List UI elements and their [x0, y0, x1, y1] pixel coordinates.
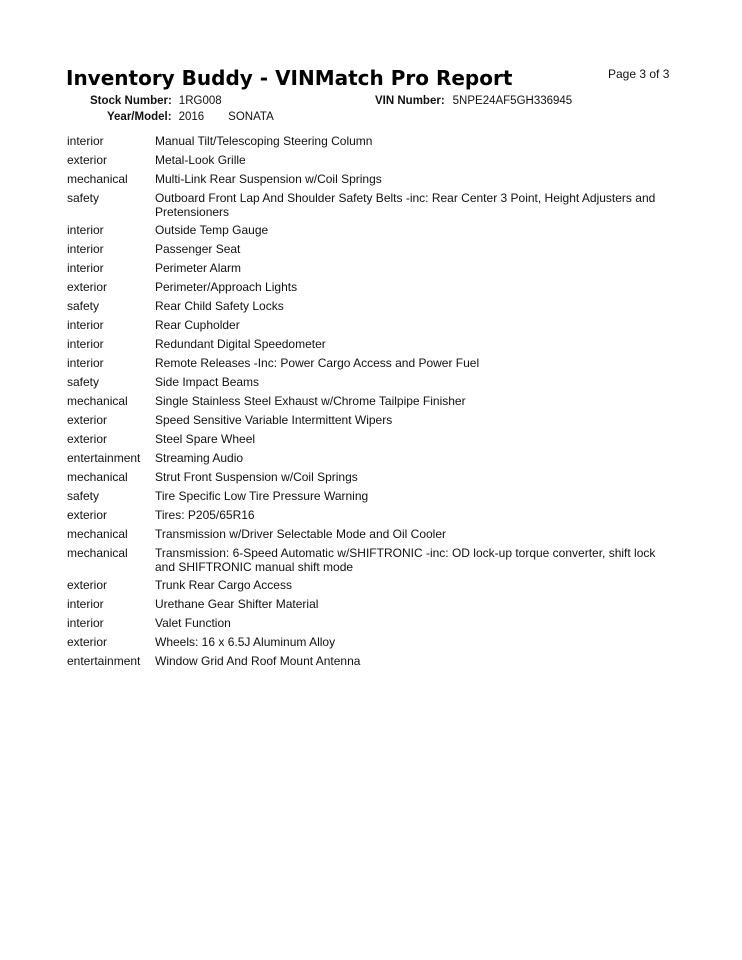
feature-description: Metal-Look Grille [155, 153, 246, 167]
feature-description: Tire Specific Low Tire Pressure Warning [155, 489, 369, 503]
feature-row [67, 451, 677, 465]
feature-description: Side Impact Beams [155, 375, 260, 389]
feature-description: Wheels: 16 x 6.5J Aluminum Alloy [155, 635, 336, 649]
feature-description: Urethane Gear Shifter Material [155, 597, 319, 611]
feature-category: interior [67, 223, 104, 237]
feature-category: exterior [67, 280, 108, 294]
feature-category: exterior [67, 635, 108, 649]
feature-category: exterior [67, 153, 108, 167]
feature-category: exterior [67, 432, 108, 446]
feature-category: safety [67, 375, 100, 389]
feature-category: entertainment [67, 654, 141, 668]
feature-category: interior [67, 356, 104, 370]
feature-row [67, 597, 677, 611]
feature-description: Passenger Seat [155, 242, 241, 256]
feature-description: Speed Sensitive Variable Intermittent Wipers [155, 413, 393, 427]
feature-row [67, 356, 677, 370]
feature-row [67, 299, 677, 313]
feature-category: entertainment [67, 451, 141, 465]
feature-row [67, 280, 677, 294]
feature-row [67, 191, 677, 219]
feature-description: Valet Function [155, 616, 231, 630]
vin-number-value: 5NPE24AF5GH336945 [452, 95, 573, 107]
feature-category: mechanical [67, 527, 128, 541]
feature-row [67, 546, 677, 574]
feature-category: mechanical [67, 546, 128, 560]
feature-row [67, 337, 677, 351]
feature-category: exterior [67, 508, 108, 522]
feature-row [67, 223, 677, 237]
feature-row [67, 489, 677, 503]
feature-category: safety [67, 299, 100, 313]
feature-row [67, 470, 677, 484]
feature-row [67, 527, 677, 541]
feature-category: safety [67, 489, 100, 503]
feature-category: safety [67, 191, 100, 205]
feature-row [67, 508, 677, 522]
feature-description: Strut Front Suspension w/Coil Springs [155, 470, 358, 484]
stock-number-value: 1RG008 [178, 95, 222, 107]
report-title: Inventory Buddy - VINMatch Pro Report [66, 66, 513, 90]
feature-description: Multi-Link Rear Suspension w/Coil Springs [155, 172, 382, 186]
feature-row [67, 616, 677, 630]
feature-description: Rear Cupholder [155, 318, 240, 332]
feature-description: Transmission: 6-Speed Automatic w/SHIFTRONIC -inc: OD lock-up torque converter, shift lock and SHIFTRONIC manual shift mode [155, 546, 656, 574]
feature-description: Perimeter/Approach Lights [155, 280, 298, 294]
feature-row [67, 635, 677, 649]
feature-description: Outboard Front Lap And Shoulder Safety Belts -inc: Rear Center 3 Point, Height Adjusters and Pretensioners [155, 191, 656, 219]
model-value: SONATA [228, 111, 274, 123]
year-model [107, 111, 274, 123]
feature-description: Perimeter Alarm [155, 261, 242, 275]
vin-number-label: VIN Number: [375, 95, 445, 107]
feature-category: interior [67, 337, 104, 351]
feature-row [67, 318, 677, 332]
vin-number [375, 95, 572, 107]
feature-row [67, 394, 677, 408]
feature-row [67, 134, 677, 148]
year-value: 2016 [178, 111, 205, 123]
feature-row [67, 172, 677, 186]
stock-number-label: Stock Number: [90, 95, 172, 107]
feature-description: Outside Temp Gauge [155, 223, 269, 237]
feature-description: Tires: P205/65R16 [155, 508, 255, 522]
feature-category: interior [67, 261, 104, 275]
feature-description: Trunk Rear Cargo Access [155, 578, 292, 592]
feature-category: interior [67, 242, 104, 256]
feature-description: Single Stainless Steel Exhaust w/Chrome Tailpipe Finisher [155, 394, 466, 408]
feature-description: Window Grid And Roof Mount Antenna [155, 654, 361, 668]
feature-category: exterior [67, 413, 108, 427]
feature-description: Redundant Digital Speedometer [155, 337, 326, 351]
feature-description: Rear Child Safety Locks [155, 299, 284, 313]
feature-category: mechanical [67, 394, 128, 408]
year-model-label: Year/Model: [107, 111, 172, 123]
page-number: Page 3 of 3 [608, 67, 670, 81]
feature-category: interior [67, 134, 104, 148]
feature-description: Streaming Audio [155, 451, 244, 465]
feature-description: Steel Spare Wheel [155, 432, 256, 446]
feature-category: mechanical [67, 172, 128, 186]
feature-row [67, 153, 677, 167]
feature-row [67, 413, 677, 427]
feature-category: mechanical [67, 470, 128, 484]
feature-list [67, 134, 677, 673]
feature-row [67, 261, 677, 275]
feature-row [67, 242, 677, 256]
feature-category: interior [67, 597, 104, 611]
feature-category: exterior [67, 578, 108, 592]
feature-row [67, 375, 677, 389]
feature-row [67, 654, 677, 668]
feature-category: interior [67, 616, 104, 630]
feature-row [67, 432, 677, 446]
feature-description: Transmission w/Driver Selectable Mode and Oil Cooler [155, 527, 446, 541]
feature-row [67, 578, 677, 592]
feature-category: interior [67, 318, 104, 332]
stock-number [90, 95, 222, 107]
feature-description: Remote Releases -Inc: Power Cargo Access and Power Fuel [155, 356, 480, 370]
feature-description: Manual Tilt/Telescoping Steering Column [155, 134, 373, 148]
